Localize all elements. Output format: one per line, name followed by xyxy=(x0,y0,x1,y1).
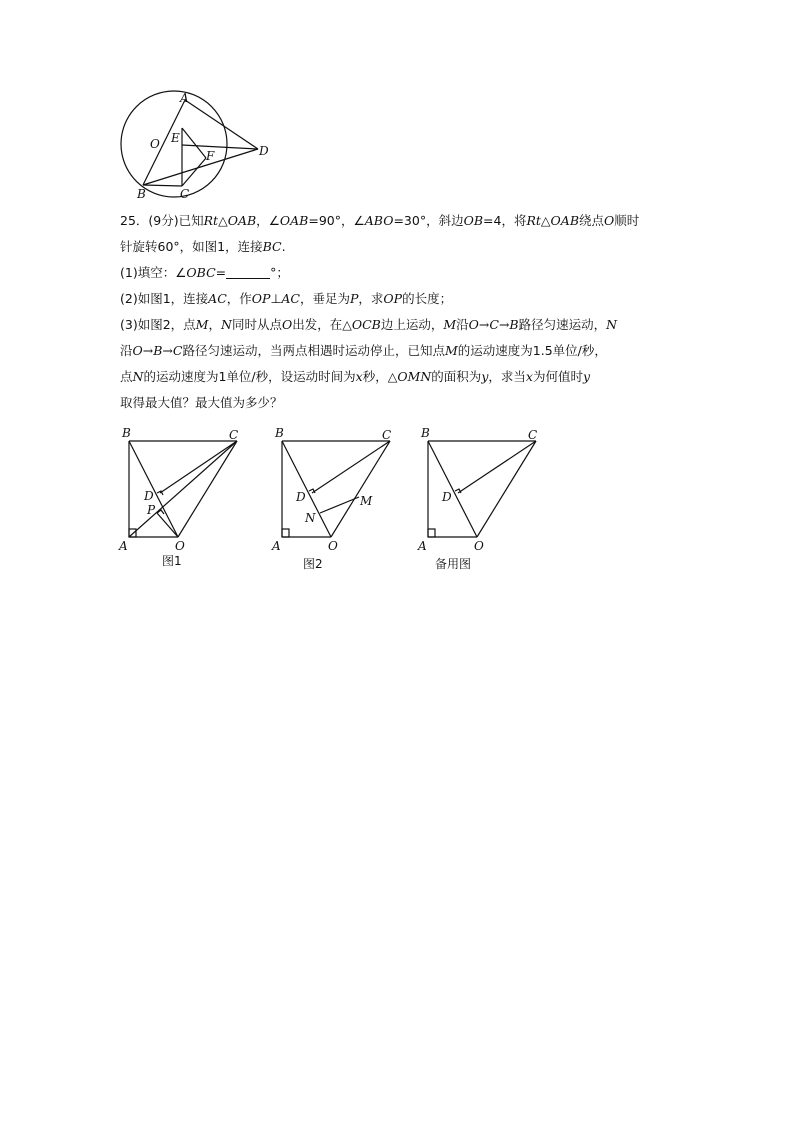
label-f: F xyxy=(206,149,215,163)
spare-label-d: D xyxy=(442,490,452,504)
fig2-label-o: O xyxy=(328,539,338,553)
spare-caption: 备用图 xyxy=(435,557,472,571)
label-d: D xyxy=(259,144,269,158)
question-2: (2)如图1，连接AC，作OP⊥AC，垂足为P，求OP的长度； xyxy=(120,291,453,306)
figure-spare xyxy=(414,425,554,575)
question-3-line-3: 点N的运动速度为1单位/秒，设运动时间为x秒，△OMN的面积为y，求当x为何值时y xyxy=(120,369,591,384)
question-3-line-4: 取得最大值？最大值为多少？ xyxy=(120,395,283,410)
spare-label-c: C xyxy=(528,428,538,442)
figure-2 xyxy=(268,425,403,575)
fig1-label-o: O xyxy=(175,539,185,553)
question-3-line-2: 沿O→B→C路径匀速运动，当两点相遇时运动停止，已知点M的运动速度为1.5单位/秒， xyxy=(120,343,607,358)
fig2-label-a: A xyxy=(272,539,281,553)
fig1-caption: 图1 xyxy=(162,554,182,568)
spare-label-a: A xyxy=(418,539,427,553)
problem-line-1: 25．(9分)已知Rt△OAB，∠OAB=90°，∠ABO=30°，斜边OB=4，将Rt△OAB绕点O顺时 xyxy=(120,213,640,228)
fig2-caption: 图2 xyxy=(303,557,323,571)
label-c: C xyxy=(180,187,190,201)
spare-label-o: O xyxy=(474,539,484,553)
fig1-label-b: B xyxy=(122,426,131,440)
problem-line-2: 针旋转60°，如图1，连接BC. xyxy=(120,239,286,254)
fig2-label-n: N xyxy=(305,511,316,525)
spare-label-b: B xyxy=(421,426,430,440)
question-1: (1)填空：∠OBC= °； xyxy=(120,265,289,280)
fig2-label-d: D xyxy=(296,490,306,504)
fig1-label-c: C xyxy=(229,428,239,442)
question-3-line-1: (3)如图2，点M，N同时从点O出发，在△OCB边上运动，M沿O→C→B路径匀速运动，N xyxy=(120,317,618,332)
fig2-label-m: M xyxy=(360,494,373,508)
fig1-label-p: P xyxy=(147,503,156,517)
circle-figure xyxy=(110,90,280,205)
label-a: A xyxy=(180,91,189,105)
figure-1 xyxy=(115,425,250,575)
label-o: O xyxy=(150,137,160,151)
fig2-label-c: C xyxy=(382,428,392,442)
fig1-label-d: D xyxy=(144,489,154,503)
fig1-label-a: A xyxy=(119,539,128,553)
label-e: E xyxy=(171,131,180,145)
answer-blank xyxy=(226,264,270,279)
problem-25 xyxy=(120,208,680,416)
label-b: B xyxy=(137,187,146,201)
fig2-label-b: B xyxy=(275,426,284,440)
